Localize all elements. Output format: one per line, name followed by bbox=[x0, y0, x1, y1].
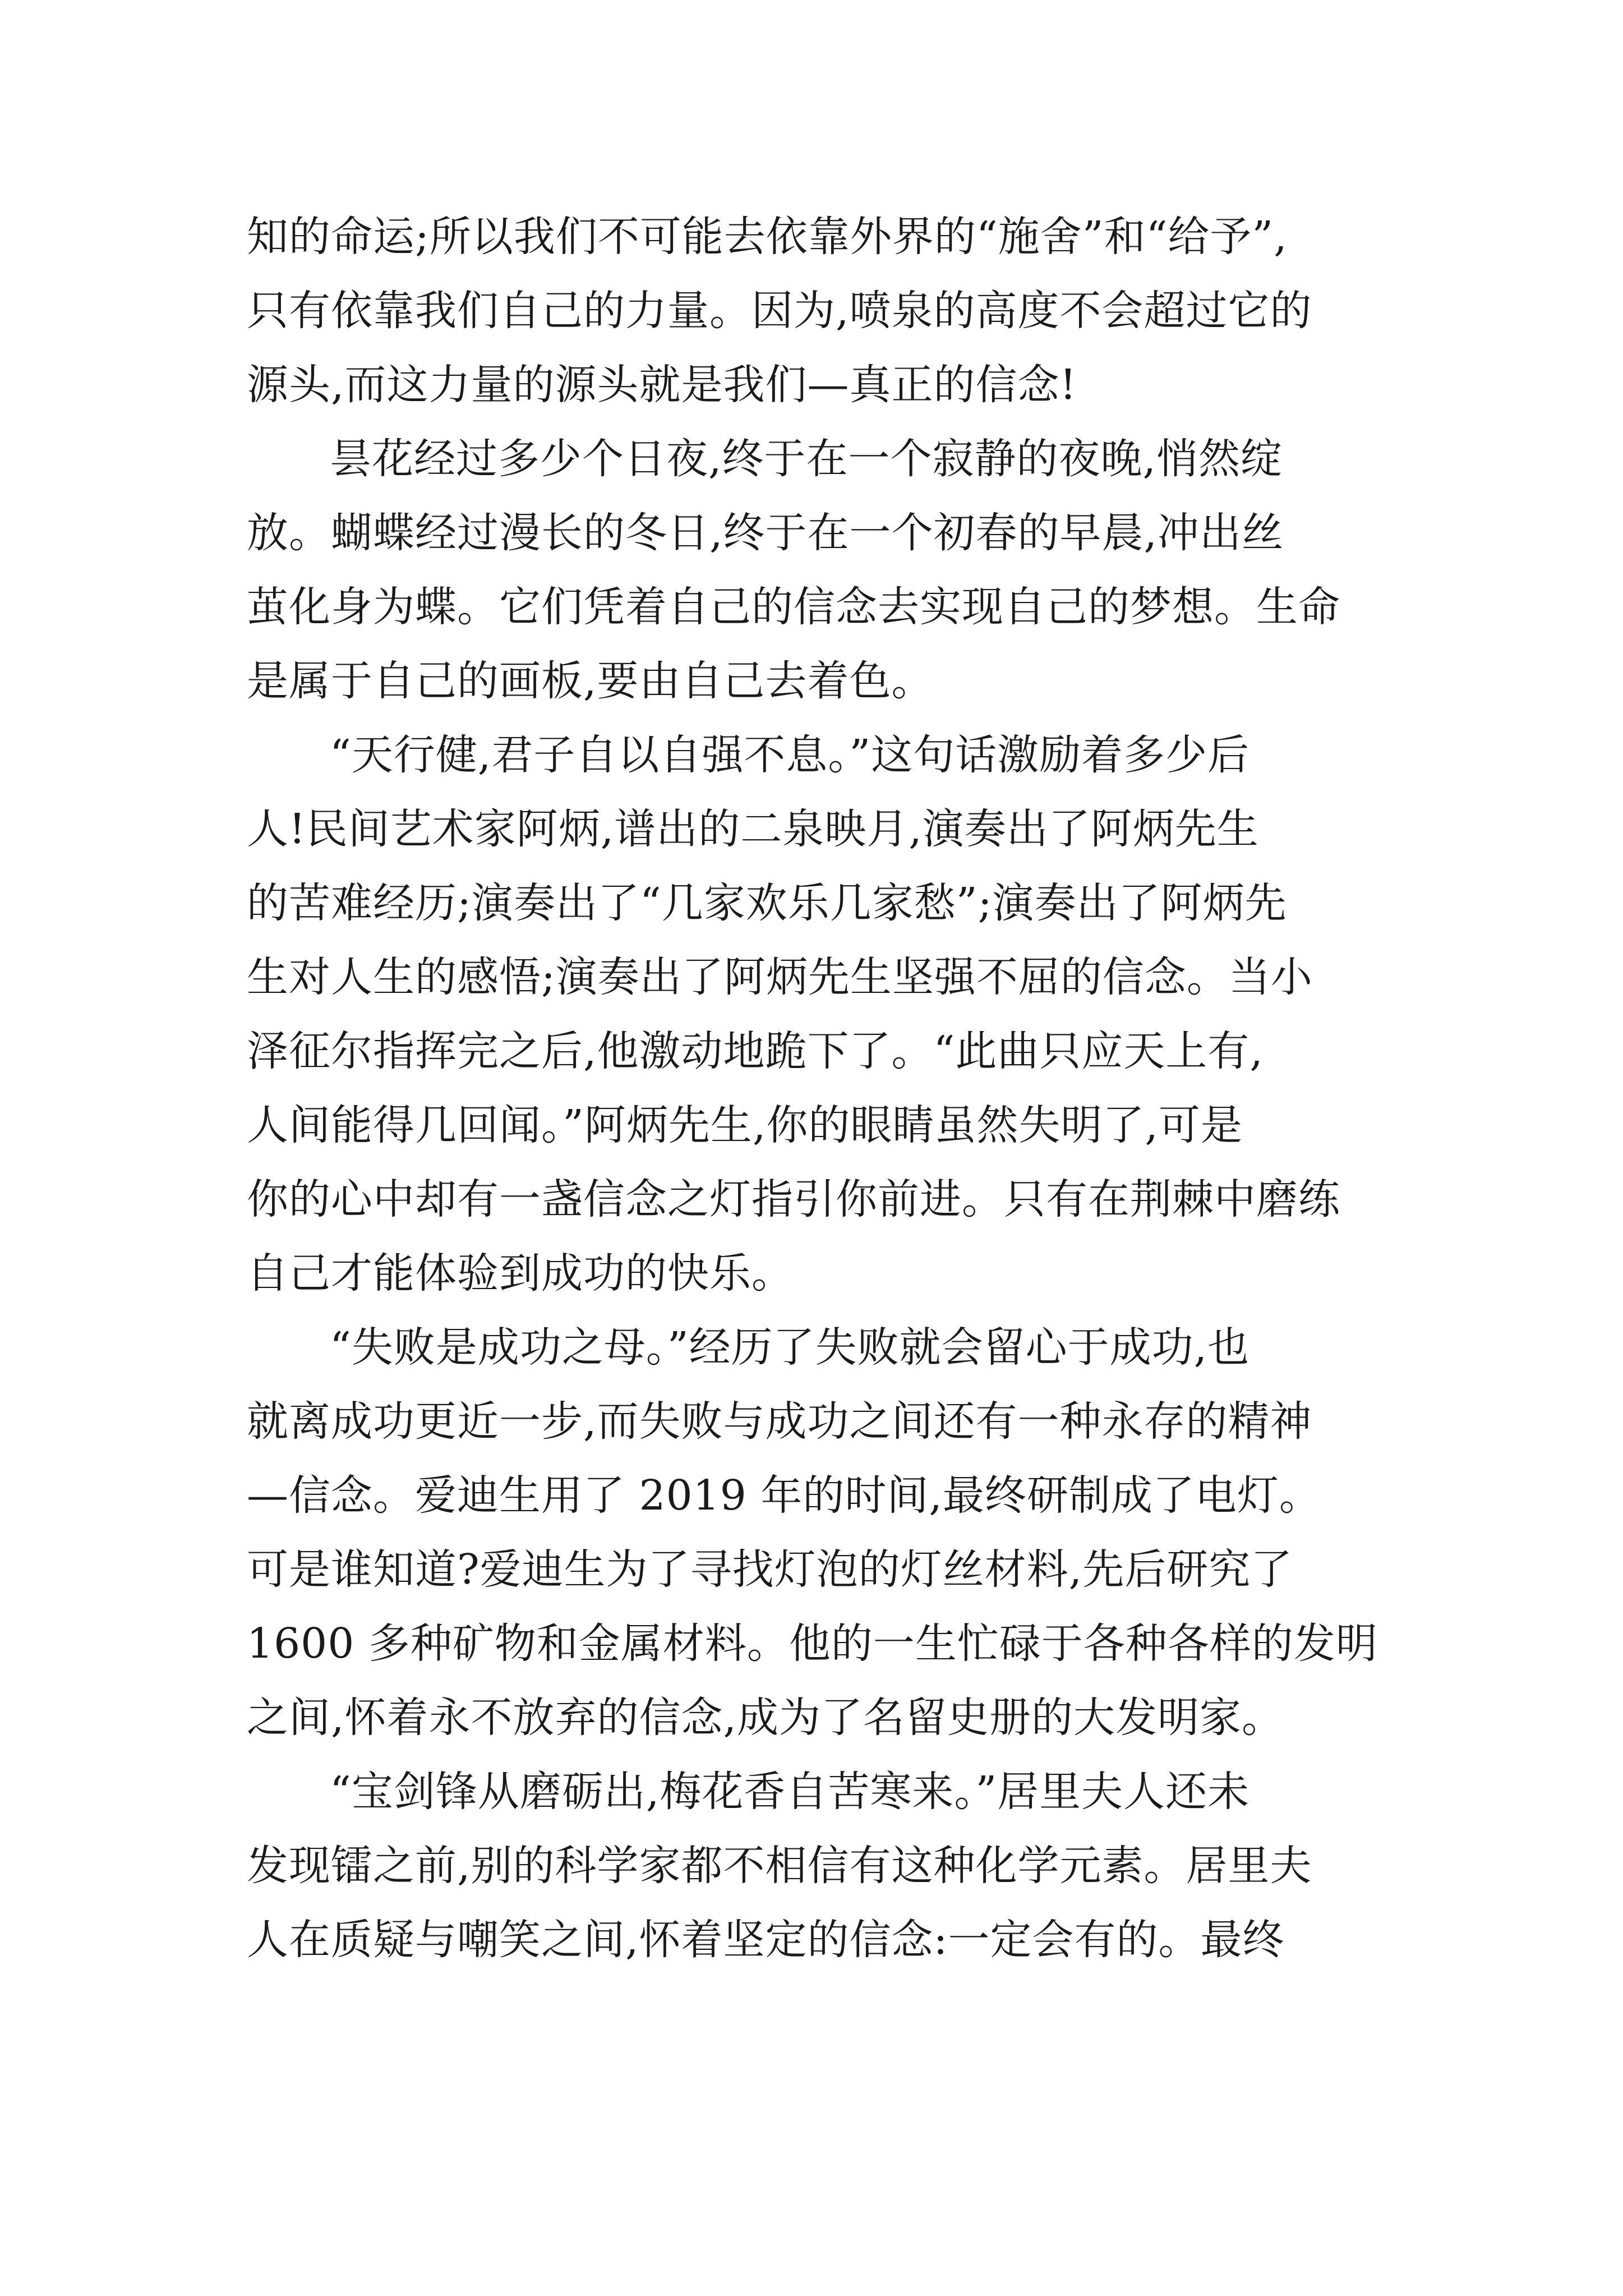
paragraph-first-line: 昙花经过多少个日夜,终于在一个寂静的夜晚,悄然绽 bbox=[330, 435, 1283, 483]
text-line: 的苦难经历;演奏出了“几家欢乐几家愁”;演奏出了阿炳先 bbox=[247, 879, 1287, 927]
text-line: 就离成功更近一步,而失败与成功之间还有一种永存的精神 bbox=[247, 1397, 1312, 1446]
text-line: 是属于自己的画板,要由自己去着色。 bbox=[247, 657, 934, 705]
text-line: 人间能得几回闻。”阿炳先生,你的眼睛虽然失明了,可是 bbox=[247, 1101, 1243, 1149]
text-line: 知的命运;所以我们不可能去依靠外界的“施舍”和“给予”, bbox=[247, 213, 1288, 261]
text-line: 茧化身为蝶。它们凭着自己的信念去实现自己的梦想。生命 bbox=[247, 583, 1340, 631]
paragraph-first-line: “失败是成功之母。”经历了失败就会留心于成功,也 bbox=[330, 1323, 1250, 1372]
text-line: 之间,怀着永不放弃的信念,成为了名留史册的大发明家。 bbox=[247, 1694, 1284, 1742]
text-line: 你的心中却有一盏信念之灯指引你前进。只有在荆棘中磨练 bbox=[247, 1175, 1340, 1223]
text-line: 可是谁知道?爱迪生为了寻找灯泡的灯丝材料,先后研究了 bbox=[247, 1545, 1293, 1594]
text-line: 发现镭之前,别的科学家都不相信有这种化学元素。居里夫 bbox=[247, 1842, 1312, 1890]
text-line: 自己才能体验到成功的快乐。 bbox=[247, 1249, 794, 1297]
paragraph-first-line: “宝剑锋从磨砺出,梅花香自苦寒来。”居里夫人还未 bbox=[330, 1768, 1250, 1816]
text-line: 人!民间艺术家阿炳,谱出的二泉映月,演奏出了阿炳先生 bbox=[247, 805, 1259, 853]
text-line: —信念。爱迪生用了 2019 年的时间,最终研制成了电灯。 bbox=[247, 1471, 1321, 1520]
text-line: 源头,而这力量的源头就是我们—真正的信念! bbox=[247, 361, 1077, 409]
text-line: 人在质疑与嘲笑之间,怀着坚定的信念:一定会有的。最终 bbox=[247, 1916, 1285, 1964]
text-line: 只有依靠我们自己的力量。因为,喷泉的高度不会超过它的 bbox=[247, 287, 1312, 335]
text-line: 放。蝴蝶经过漫长的冬日,终于在一个初春的早晨,冲出丝 bbox=[247, 509, 1284, 557]
text-line: 1600 多种矿物和金属材料。他的一生忙碌于各种各样的发明 bbox=[247, 1619, 1378, 1668]
paragraph-first-line: “天行健,君子自以自强不息。”这句话激励着多少后 bbox=[330, 731, 1250, 779]
text-line: 泽征尔指挥完之后,他激动地跪下了。“此曲只应天上有, bbox=[247, 1027, 1264, 1075]
text-line: 生对人生的感悟;演奏出了阿炳先生坚强不屈的信念。当小 bbox=[247, 953, 1313, 1001]
